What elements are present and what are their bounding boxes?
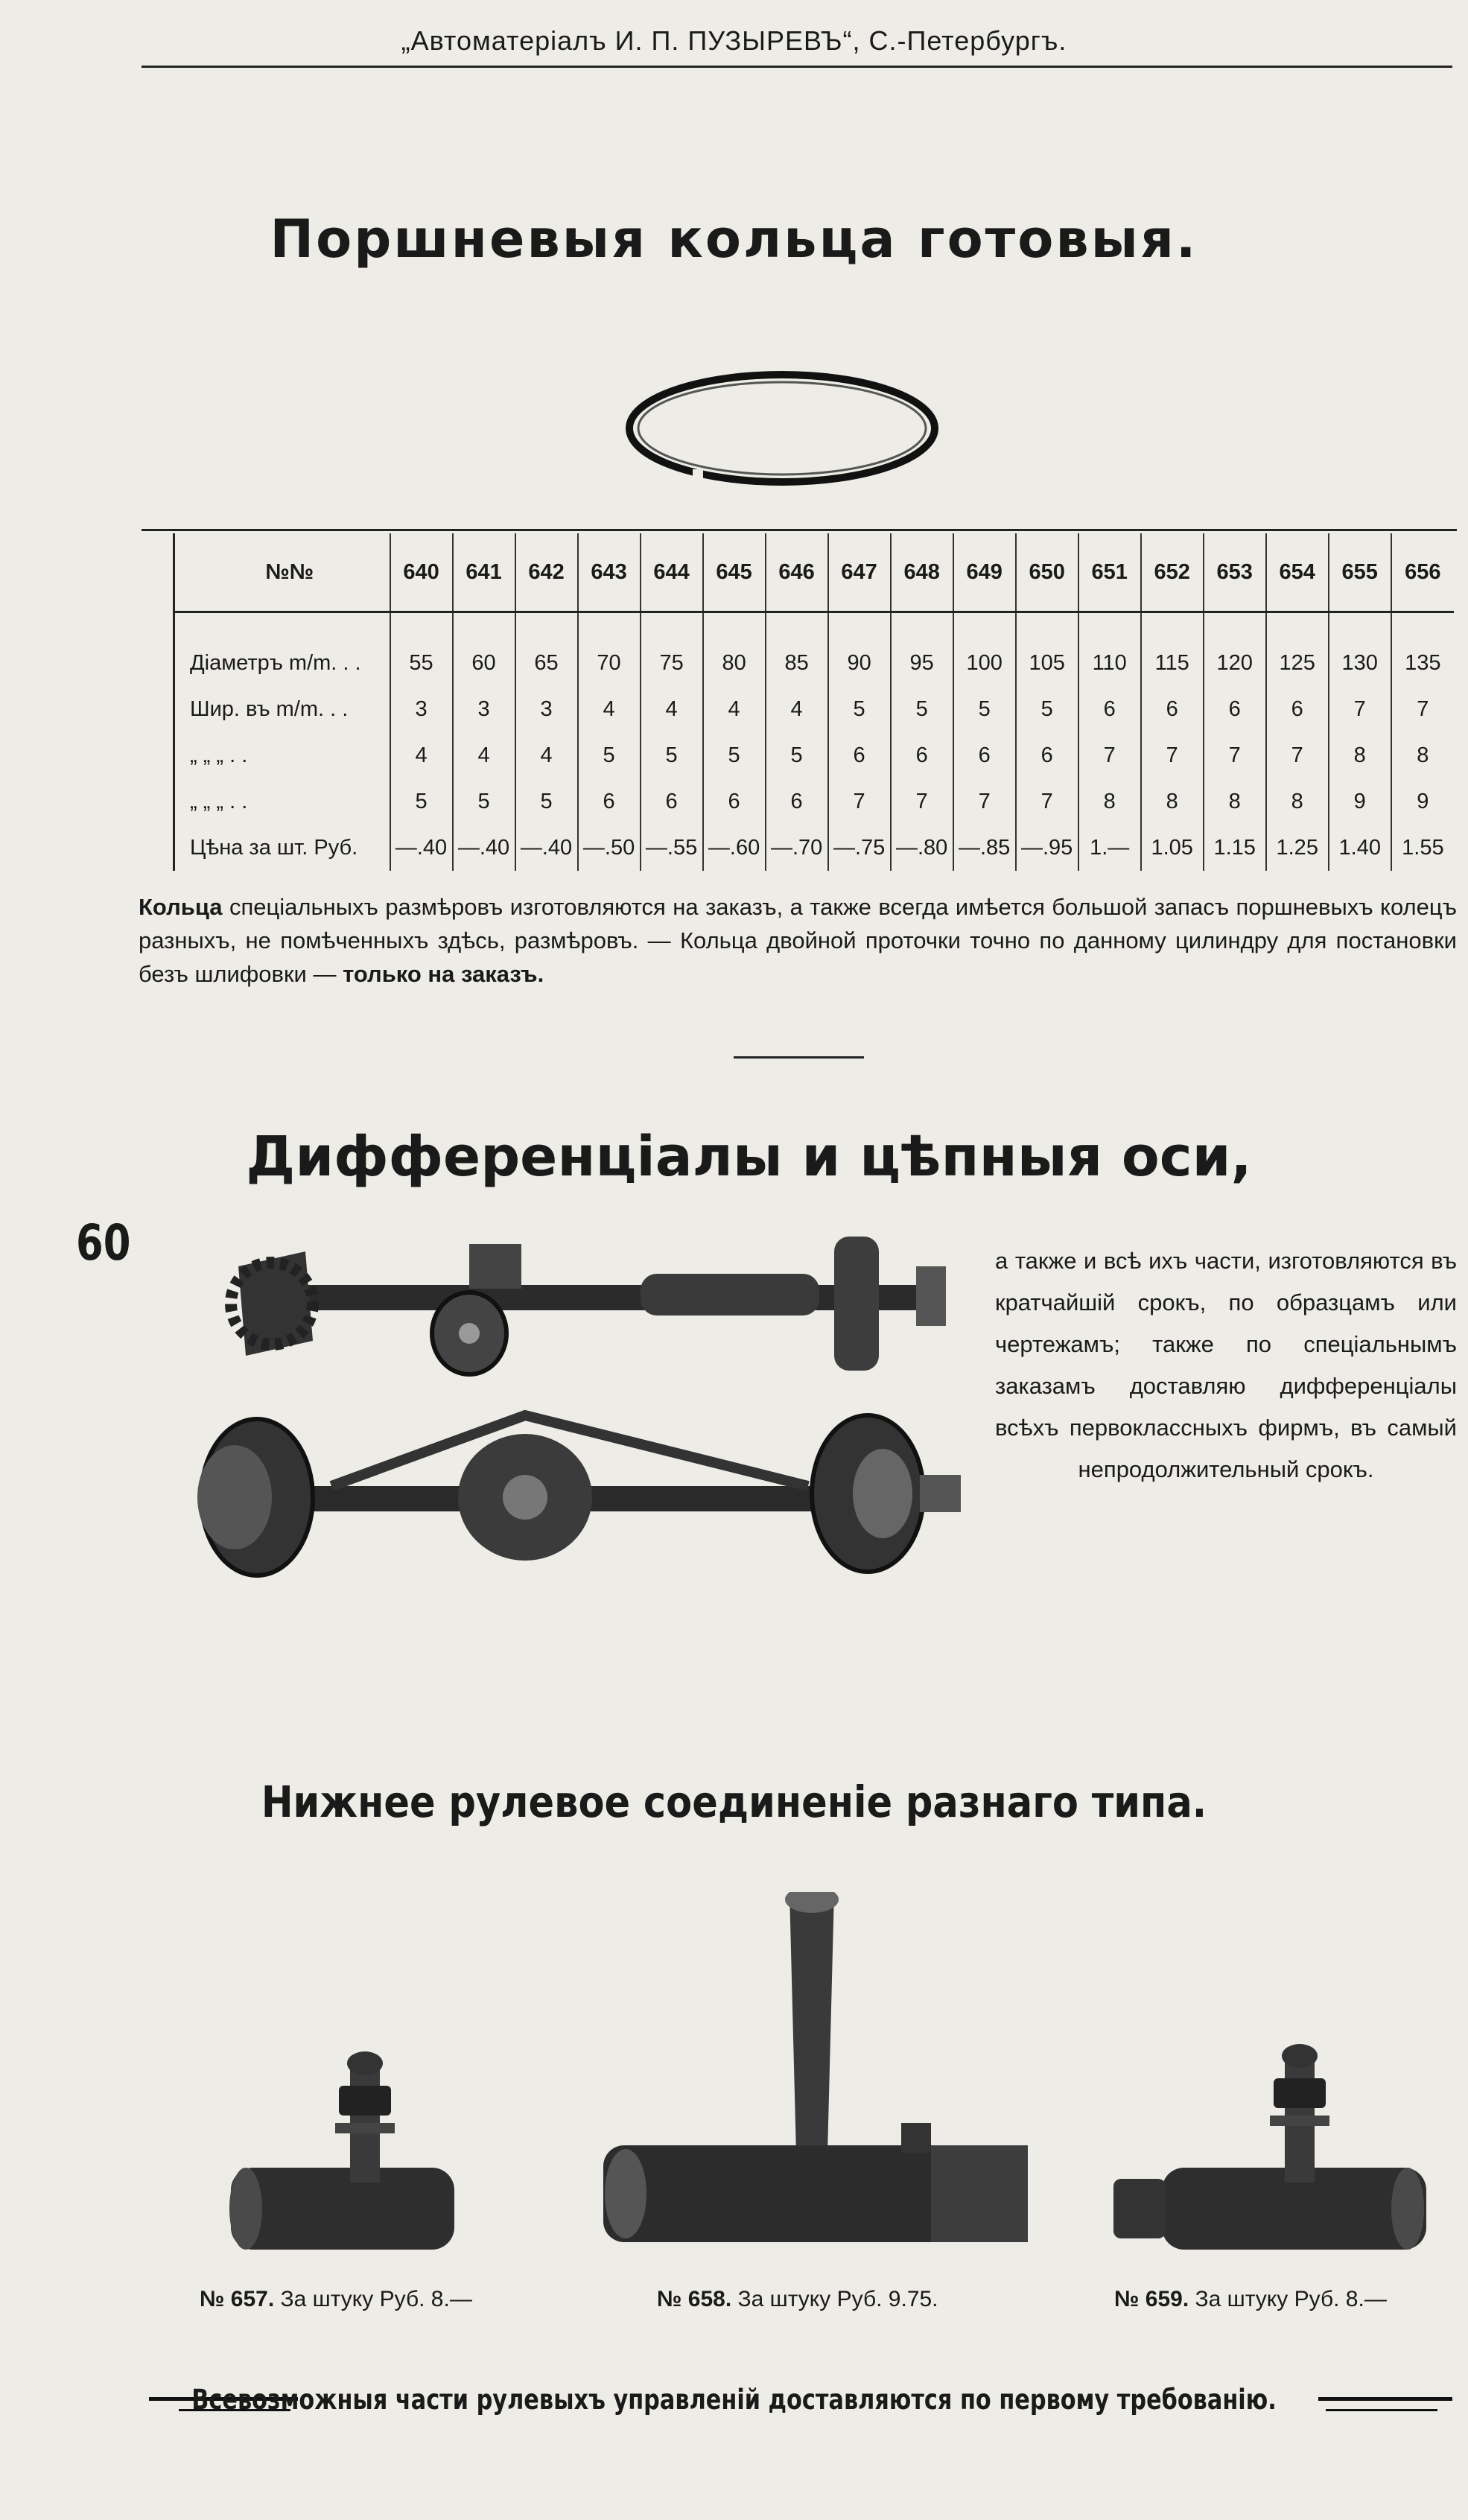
- table-cell: 130: [1329, 612, 1391, 687]
- item-number: № 657.: [200, 2287, 275, 2311]
- table-cell: 5: [390, 778, 453, 825]
- piston-ring-image: [618, 365, 946, 492]
- table-cell: 1.40: [1329, 825, 1391, 871]
- table-cell: 4: [453, 732, 515, 778]
- note-lead: Кольца: [139, 894, 223, 920]
- table-cell: 3: [453, 686, 515, 732]
- table-cell: 5: [953, 686, 1016, 732]
- row-label: Діаметръ m/m. . .: [174, 612, 390, 687]
- caption-659: [1114, 2287, 1387, 2312]
- table-cell: 7: [1078, 732, 1141, 778]
- table-cell: 1.25: [1266, 825, 1329, 871]
- table-cell: 5: [641, 732, 703, 778]
- footer-text: Всевозможныя части рулевыхъ управленій доставляются по первому требованію.: [191, 2384, 1277, 2416]
- table-cell: —.75: [828, 825, 891, 871]
- table-cell: 641: [453, 533, 515, 612]
- table-cell: 6: [1204, 686, 1266, 732]
- item-number: № 659.: [1114, 2287, 1189, 2311]
- table-cell: 6: [1078, 686, 1141, 732]
- note-tail: только на заказъ.: [343, 961, 544, 987]
- table-row: [174, 732, 1455, 778]
- table-cell: 5: [828, 686, 891, 732]
- table-cell: 1.15: [1204, 825, 1266, 871]
- table-cell: 4: [578, 686, 641, 732]
- table-cell: 7: [828, 778, 891, 825]
- table-cell: 6: [703, 778, 766, 825]
- table-cell: 5: [515, 778, 578, 825]
- chain-axle-image: [223, 1222, 953, 1378]
- table-cell: 90: [828, 612, 891, 687]
- table-cell: 6: [828, 732, 891, 778]
- table-cell: 6: [641, 778, 703, 825]
- table-cell: 115: [1141, 612, 1204, 687]
- table-cell: 80: [703, 612, 766, 687]
- table-cell: 7: [1391, 686, 1454, 732]
- rings-note: [139, 890, 1457, 991]
- steering-title: Нижнее рулевое соединеніе разнаго типа.: [261, 1777, 1207, 1827]
- table-cell: 1.—: [1078, 825, 1141, 871]
- table-cell: 8: [1266, 778, 1329, 825]
- caption-657: [200, 2287, 472, 2312]
- table-cell: 5: [703, 732, 766, 778]
- table-cell: 642: [515, 533, 578, 612]
- item-caption: За штуку Руб. 9.75.: [737, 2287, 938, 2311]
- table-row: [174, 778, 1455, 825]
- footer-right-rule-2: [1326, 2409, 1437, 2411]
- table-cell: 656: [1391, 533, 1454, 612]
- table-cell: 85: [766, 612, 828, 687]
- table-cell: 9: [1329, 778, 1391, 825]
- table-cell: 3: [515, 686, 578, 732]
- table-cell: 70: [578, 612, 641, 687]
- table-cell: 1.05: [1141, 825, 1204, 871]
- table-cell: 647: [828, 533, 891, 612]
- table-cell: 6: [766, 778, 828, 825]
- table-row: [174, 612, 1455, 687]
- table-cell: 654: [1266, 533, 1329, 612]
- table-cell: —.70: [766, 825, 828, 871]
- table-cell: 5: [891, 686, 953, 732]
- steering-joint-659-image: [1110, 2041, 1437, 2257]
- table-cell: 8: [1204, 778, 1266, 825]
- table-cell: 652: [1141, 533, 1204, 612]
- table-cell: 8: [1141, 778, 1204, 825]
- table-row: [174, 686, 1455, 732]
- table-cell: 4: [766, 686, 828, 732]
- rings-table: [173, 533, 1454, 871]
- table-cell: 8: [1391, 732, 1454, 778]
- note-body: спеціальныхъ размѣровъ изготовляются на заказъ, а также всегда имѣется большой запасъ поршневыхъ колецъ разныхъ, не помѣченныхъ здѣсь, размѣровъ. — Кольца двойной проточки точно по данному цилиндру для постановки безъ шлифовки —: [139, 894, 1457, 987]
- table-cell: 75: [641, 612, 703, 687]
- table-cell: 55: [390, 612, 453, 687]
- caption-658: [657, 2287, 938, 2312]
- header-label: №№: [174, 533, 390, 612]
- table-cell: 100: [953, 612, 1016, 687]
- table-cell: 644: [641, 533, 703, 612]
- table-cell: —.40: [515, 825, 578, 871]
- table-cell: 640: [390, 533, 453, 612]
- table-cell: 646: [766, 533, 828, 612]
- table-cell: 135: [1391, 612, 1454, 687]
- page-number: 60: [76, 1214, 131, 1272]
- table-cell: 9: [1391, 778, 1454, 825]
- table-top-rule: [142, 529, 1457, 531]
- table-cell: 6: [891, 732, 953, 778]
- table-cell: 650: [1016, 533, 1078, 612]
- table-cell: 643: [578, 533, 641, 612]
- item-caption: За штуку Руб. 8.—: [280, 2287, 472, 2311]
- table-cell: 7: [1204, 732, 1266, 778]
- table-cell: 7: [1141, 732, 1204, 778]
- table-cell: 4: [390, 732, 453, 778]
- table-cell: —.80: [891, 825, 953, 871]
- table-cell: 4: [641, 686, 703, 732]
- table-cell: 6: [1266, 686, 1329, 732]
- table-cell: 120: [1204, 612, 1266, 687]
- item-number: № 658.: [657, 2287, 732, 2311]
- table-cell: 655: [1329, 533, 1391, 612]
- table-cell: 7: [891, 778, 953, 825]
- steering-joint-658-image: [596, 1892, 1035, 2250]
- table-cell: 6: [1141, 686, 1204, 732]
- differentials-text: а также и всѣ ихъ части, изготовляются въ кратчайшій срокъ, по образцамъ или чертежамъ; также по спеціальнымъ заказамъ доставляю дифференціалы всѣхъ первоклассныхъ фирмъ, въ самый непродолжительный срокъ.: [995, 1248, 1457, 1482]
- table-cell: 105: [1016, 612, 1078, 687]
- table-cell: 6: [578, 778, 641, 825]
- table-cell: —.55: [641, 825, 703, 871]
- table-cell: 60: [453, 612, 515, 687]
- table-cell: 65: [515, 612, 578, 687]
- rings-title: Поршневыя кольца готовыя.: [270, 209, 1198, 270]
- table-cell: 648: [891, 533, 953, 612]
- table-cell: 7: [1266, 732, 1329, 778]
- page-header: „Автоматеріалъ И. П. ПУЗЫРЕВЪ“, С.-Петербургъ.: [401, 25, 1067, 56]
- table-cell: 5: [578, 732, 641, 778]
- table-cell: 5: [766, 732, 828, 778]
- table-cell: —.85: [953, 825, 1016, 871]
- row-label: „ „ „ . .: [174, 778, 390, 825]
- table-cell: 645: [703, 533, 766, 612]
- table-cell: 4: [515, 732, 578, 778]
- table-cell: 1.55: [1391, 825, 1454, 871]
- table-cell: —.40: [390, 825, 453, 871]
- table-cell: 110: [1078, 612, 1141, 687]
- table-cell: —.50: [578, 825, 641, 871]
- header-rule: [142, 66, 1452, 68]
- table-cell: 7: [1016, 778, 1078, 825]
- steering-joint-657-image: [223, 2048, 462, 2257]
- table-cell: 653: [1204, 533, 1266, 612]
- table-cell: 5: [453, 778, 515, 825]
- table-cell: 7: [1329, 686, 1391, 732]
- table-cell: 4: [703, 686, 766, 732]
- table-cell: 3: [390, 686, 453, 732]
- table-cell: 95: [891, 612, 953, 687]
- table-header-row: [174, 533, 1455, 612]
- table-cell: 8: [1078, 778, 1141, 825]
- table-cell: 125: [1266, 612, 1329, 687]
- differential-axle-image: [168, 1400, 972, 1579]
- table-cell: —.40: [453, 825, 515, 871]
- row-label: Цѣна за шт. Руб.: [174, 825, 390, 871]
- table-cell: 7: [953, 778, 1016, 825]
- table-cell: 651: [1078, 533, 1141, 612]
- footer-right-rule: [1318, 2397, 1452, 2401]
- table-cell: 649: [953, 533, 1016, 612]
- table-cell: 5: [1016, 686, 1078, 732]
- table-row: [174, 825, 1455, 871]
- table-cell: —.95: [1016, 825, 1078, 871]
- row-label: Шир. въ m/m. . .: [174, 686, 390, 732]
- section-divider: [734, 1056, 864, 1059]
- item-caption: За штуку Руб. 8.—: [1195, 2287, 1387, 2311]
- differentials-title: Дифференціалы и цѣпныя оси,: [246, 1125, 1252, 1189]
- table-cell: —.60: [703, 825, 766, 871]
- table-cell: 6: [953, 732, 1016, 778]
- table-cell: 8: [1329, 732, 1391, 778]
- table-cell: 6: [1016, 732, 1078, 778]
- row-label: „ „ „ . .: [174, 732, 390, 778]
